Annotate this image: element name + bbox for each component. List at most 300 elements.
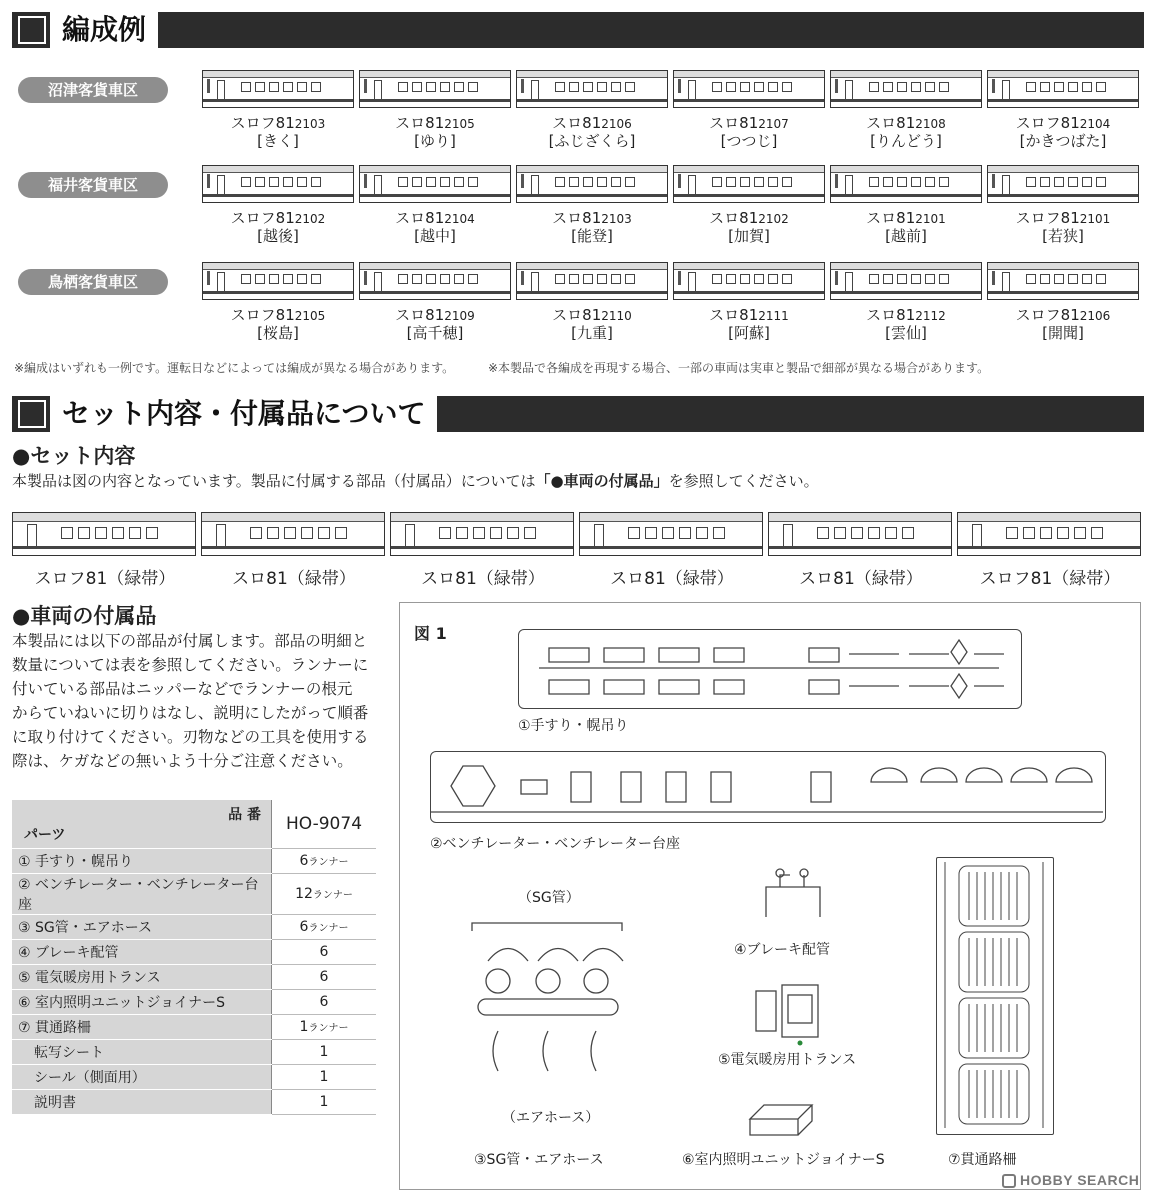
car-nickname: [加賀]: [728, 227, 770, 245]
set-contents-text-bold: 「●車両の付属品」: [535, 472, 669, 490]
parts-qty-unit: ランナー: [308, 857, 349, 868]
set-car-label: スロ81（緑帯）: [421, 569, 545, 589]
car-window: [625, 274, 635, 284]
car-window: [1091, 527, 1103, 539]
car-type: スロ81: [709, 306, 759, 324]
car-door: [217, 175, 225, 195]
car-door: [1002, 272, 1010, 292]
car-nickname: [雲仙]: [885, 324, 927, 342]
car-window: [398, 82, 408, 92]
parts-qty-value: 6: [319, 944, 329, 960]
car-band: [831, 194, 981, 197]
car-window: [468, 82, 478, 92]
car-door: [531, 175, 539, 195]
car-window: [740, 82, 750, 92]
car-window: [569, 177, 579, 187]
car-band: [360, 99, 510, 102]
car-window: [754, 82, 764, 92]
car-nickname: [能登]: [571, 227, 613, 245]
car-band: [202, 546, 384, 549]
parts-row: [12, 990, 376, 1015]
formation-car: [830, 70, 982, 108]
car-window: [597, 274, 607, 284]
car-roof: [517, 263, 667, 270]
car-window: [1026, 177, 1036, 187]
car-nickname: [若狭]: [1042, 227, 1084, 245]
car-number: 2111: [758, 309, 789, 323]
part4-label-text: ④ブレーキ配管: [734, 942, 830, 958]
car-name: [203, 114, 353, 133]
car-window: [782, 82, 792, 92]
watermark-logo: [1002, 1168, 1150, 1192]
car-window: [569, 274, 579, 284]
car-window: [611, 274, 621, 284]
car-window: [311, 177, 321, 187]
parts-name: 転写シート: [12, 1040, 272, 1065]
car-name: [988, 114, 1138, 133]
car-end-lamp: [992, 174, 995, 188]
car-window: [412, 82, 422, 92]
parts-qty: [272, 1065, 377, 1090]
car-window: [311, 274, 321, 284]
car-band: [580, 546, 762, 549]
car-window: [1026, 274, 1036, 284]
car-door: [845, 80, 853, 100]
parts-name: ③ SG管・エアホース: [12, 915, 272, 940]
car-band: [674, 194, 824, 197]
car-door: [688, 175, 696, 195]
car-nickname: [桜島]: [257, 324, 299, 342]
car-roof: [360, 71, 510, 78]
car-roof: [988, 263, 1138, 270]
parts-name: ① 手すり・幌吊り: [12, 849, 272, 874]
car-roof: [831, 166, 981, 173]
car-band: [988, 194, 1138, 197]
car-nickname: [ゆり]: [414, 132, 456, 150]
car-end-lamp: [207, 174, 210, 188]
car-number: 2103: [294, 117, 326, 131]
formation-note-2: ※本製品で各編成を再現する場合、一部の車両は実車と製品で細部が異なる場合があります。: [488, 361, 990, 375]
car-window: [925, 177, 935, 187]
car-roof: [203, 71, 353, 78]
car-number: 2101: [915, 212, 946, 226]
car-number: 2109: [444, 309, 475, 323]
car-band: [674, 291, 824, 294]
formation-title: 編成例: [50, 12, 158, 48]
car-window: [454, 177, 464, 187]
car-window: [754, 177, 764, 187]
set-contents-text-post: を参照してください。: [668, 472, 819, 490]
header-square-icon: [18, 400, 46, 428]
set-car: [12, 512, 196, 556]
part7-label: [948, 1149, 1017, 1169]
car-window: [583, 82, 593, 92]
car-roof: [674, 71, 824, 78]
gangway-fence-runner: [936, 857, 1054, 1135]
header-square-icon: [18, 16, 46, 44]
car-nickname: [高千穂]: [406, 324, 464, 342]
car-window: [1068, 82, 1078, 92]
formation-car: [673, 262, 825, 300]
car-window: [95, 527, 107, 539]
car-band: [203, 194, 353, 197]
car-band: [360, 291, 510, 294]
car-window: [712, 274, 722, 284]
parts-qty-value: 6: [319, 969, 329, 985]
car-door: [374, 80, 382, 100]
car-type: スロ81: [709, 209, 759, 227]
car-window: [555, 274, 565, 284]
set-car: [957, 512, 1141, 556]
handrail-runner: [518, 629, 1022, 709]
part7-label-text: ⑦貫通路柵: [948, 1152, 1017, 1168]
car-window: [468, 177, 478, 187]
car-band: [517, 99, 667, 102]
formation-car: [516, 165, 668, 203]
accessories-line: 数量については表を参照してください。ランナーに: [12, 656, 369, 674]
car-window: [1040, 82, 1050, 92]
car-window: [679, 527, 691, 539]
car-band: [517, 194, 667, 197]
car-window: [1068, 274, 1078, 284]
car-window: [439, 527, 451, 539]
car-nickname: [阿蘇]: [728, 324, 770, 342]
car-nickname: [ふじざくら]: [548, 132, 636, 150]
car-door: [594, 524, 604, 548]
car-window: [241, 274, 251, 284]
parts-qty-value: 6: [299, 919, 309, 935]
parts-qty: [272, 965, 377, 990]
car-door: [374, 175, 382, 195]
car-roof: [988, 71, 1138, 78]
car-window: [78, 527, 90, 539]
set-car-label: スロ81（緑帯）: [232, 569, 356, 589]
car-door: [1002, 80, 1010, 100]
formation-car: [987, 165, 1139, 203]
car-roof: [517, 166, 667, 173]
car-roof: [13, 513, 195, 522]
car-window: [768, 177, 778, 187]
car-type: スロフ81: [230, 306, 295, 324]
car-door: [972, 524, 982, 548]
car-window: [468, 274, 478, 284]
car-end-lamp: [521, 271, 524, 285]
car-window: [1082, 274, 1092, 284]
ventilator-runner: [430, 751, 1106, 823]
car-window: [267, 527, 279, 539]
car-window: [597, 177, 607, 187]
car-window: [583, 177, 593, 187]
car-window: [112, 527, 124, 539]
set-car-label: スロ81（緑帯）: [799, 569, 923, 589]
car-name: [831, 209, 981, 228]
car-number: 2104: [444, 212, 475, 226]
car-type: スロ81: [552, 209, 602, 227]
part3-label-text: ③SG管・エアホース: [474, 1152, 604, 1168]
car-type: スロ81: [866, 114, 916, 132]
car-door: [845, 272, 853, 292]
car-end-lamp: [207, 271, 210, 285]
part3-label: [474, 1149, 604, 1169]
car-type: スロ81: [552, 114, 602, 132]
car-nickname: [かきつばた]: [1019, 132, 1107, 150]
car-window: [911, 274, 921, 284]
car-window: [129, 527, 141, 539]
car-band: [831, 291, 981, 294]
part6-label: [682, 1149, 885, 1169]
parts-qty-value: 1: [299, 1019, 309, 1035]
car-nickname: [りんどう]: [870, 132, 942, 150]
car-band: [203, 99, 353, 102]
parts-name: ⑥ 室内照明ユニットジョイナーS: [12, 990, 272, 1015]
sg-airhose-drawing: [468, 921, 628, 1081]
car-window: [269, 274, 279, 284]
car-number: 2106: [1079, 309, 1111, 323]
car-window: [625, 177, 635, 187]
car-name: [360, 209, 510, 228]
parts-qty-value: 6: [299, 853, 309, 869]
car-window: [911, 82, 921, 92]
car-window: [1040, 274, 1050, 284]
car-nickname: [越前]: [885, 227, 927, 245]
parts-name: 説明書: [12, 1090, 272, 1115]
parts-name: ⑦ 貫通路柵: [12, 1015, 272, 1040]
car-window: [1023, 527, 1035, 539]
car-window: [1054, 274, 1064, 284]
car-band: [988, 291, 1138, 294]
parts-row: [12, 849, 376, 874]
parts-qty-value: 1: [319, 1069, 329, 1085]
car-roof: [203, 166, 353, 173]
formation-car: [673, 70, 825, 108]
gangway-fence-drawing: [937, 858, 1051, 1132]
car-nickname: [つつじ]: [720, 132, 778, 150]
car-window: [740, 274, 750, 284]
parts-name: ④ ブレーキ配管: [12, 940, 272, 965]
car-window: [283, 82, 293, 92]
car-door: [688, 80, 696, 100]
car-type: スロ81: [395, 209, 445, 227]
formation-car: [673, 165, 825, 203]
car-roof: [360, 166, 510, 173]
car-window: [440, 177, 450, 187]
car-window: [834, 527, 846, 539]
car-number: 2102: [758, 212, 789, 226]
car-door: [216, 524, 226, 548]
car-window: [284, 527, 296, 539]
car-window: [782, 177, 792, 187]
car-type: スロフ81: [1015, 306, 1080, 324]
set-car: [201, 512, 385, 556]
figure-title: 図 1: [414, 624, 447, 643]
car-number: 2107: [758, 117, 789, 131]
parts-qty: [272, 990, 377, 1015]
car-nickname: [開聞]: [1042, 324, 1084, 342]
car-type: スロ81: [709, 114, 759, 132]
car-band: [517, 291, 667, 294]
car-nickname: [越後]: [257, 227, 299, 245]
car-door: [531, 80, 539, 100]
car-number: 2103: [601, 212, 632, 226]
car-window: [412, 274, 422, 284]
car-window: [885, 527, 897, 539]
formation-car: [359, 70, 511, 108]
depot-label: 鳥栖客貨車区: [18, 269, 168, 295]
hobby-search-icon: [1002, 1174, 1016, 1188]
car-end-lamp: [521, 174, 524, 188]
brake-pipe-drawing: [760, 865, 830, 925]
car-window: [507, 527, 519, 539]
parts-row: [12, 1090, 376, 1115]
parts-qty: [272, 1040, 377, 1065]
car-name: [360, 114, 510, 133]
car-name: [988, 306, 1138, 325]
accessories-line: 付いている部品はニッパーなどでランナーの根元: [12, 680, 353, 698]
car-name: [360, 306, 510, 325]
car-type: スロフ81: [1015, 114, 1080, 132]
car-window: [583, 274, 593, 284]
parts-qty-value: 12: [295, 886, 313, 902]
car-window: [524, 527, 536, 539]
car-band: [391, 546, 573, 549]
car-window: [628, 527, 640, 539]
car-end-lamp: [678, 174, 681, 188]
car-roof: [360, 263, 510, 270]
sg-label: （SG管）: [518, 890, 580, 906]
part5-label-text: ⑤電気暖房用トランス: [718, 1052, 857, 1068]
car-window: [662, 527, 674, 539]
car-band: [831, 99, 981, 102]
set-car: [768, 512, 952, 556]
car-nickname: [きく]: [257, 132, 299, 150]
car-window: [440, 82, 450, 92]
parts-qty-value: 1: [319, 1094, 329, 1110]
car-window: [869, 82, 879, 92]
formation-car: [516, 70, 668, 108]
car-number: 2106: [601, 117, 632, 131]
car-name: [517, 114, 667, 133]
car-window: [490, 527, 502, 539]
car-number: 2108: [915, 117, 946, 131]
car-window: [726, 177, 736, 187]
car-end-lamp: [207, 79, 210, 93]
car-window: [297, 274, 307, 284]
car-name: [203, 209, 353, 228]
car-window: [817, 527, 829, 539]
car-window: [1040, 527, 1052, 539]
car-window: [1054, 82, 1064, 92]
car-window: [611, 177, 621, 187]
part5-label: [718, 1049, 856, 1069]
car-window: [911, 177, 921, 187]
parts-qty-unit: ランナー: [312, 890, 353, 901]
car-window: [883, 177, 893, 187]
car-roof: [831, 71, 981, 78]
car-window: [625, 82, 635, 92]
car-window: [869, 274, 879, 284]
car-type: スロ81: [395, 114, 445, 132]
car-window: [1074, 527, 1086, 539]
car-window: [868, 527, 880, 539]
part1-label-text: ①手すり・幌吊り: [518, 718, 629, 734]
car-window: [754, 274, 764, 284]
car-window: [925, 82, 935, 92]
set-car-label: スロ81（緑帯）: [610, 569, 734, 589]
car-door: [217, 272, 225, 292]
car-nickname: [越中]: [414, 227, 456, 245]
formation-car: [202, 70, 354, 108]
car-window: [255, 274, 265, 284]
car-window: [851, 527, 863, 539]
parts-row: [12, 1015, 376, 1040]
car-window: [768, 274, 778, 284]
parts-qty-unit: ランナー: [308, 1023, 349, 1034]
car-roof: [831, 263, 981, 270]
car-window: [1006, 527, 1018, 539]
parts-qty: [272, 1090, 377, 1115]
accessories-line: からていねいに切りはなし、説明にしたがって順番: [12, 704, 369, 722]
car-window: [1096, 82, 1106, 92]
car-door: [374, 272, 382, 292]
parts-row: [12, 940, 376, 965]
car-number: 2101: [1079, 212, 1111, 226]
set-contents-text: [12, 469, 819, 493]
car-window: [255, 177, 265, 187]
car-window: [241, 82, 251, 92]
car-end-lamp: [992, 79, 995, 93]
parts-name: シール（側面用）: [12, 1065, 272, 1090]
ventilator-parts-drawing: [431, 752, 1103, 820]
part6-label-text: ⑥室内照明ユニットジョイナーS: [682, 1152, 885, 1168]
parts-qty-unit: ランナー: [308, 923, 349, 934]
car-end-lamp: [835, 174, 838, 188]
car-end-lamp: [678, 79, 681, 93]
parts-name: ⑤ 電気暖房用トランス: [12, 965, 272, 990]
watermark-text: HOBBY SEARCH: [1020, 1172, 1140, 1188]
car-window: [768, 82, 778, 92]
car-roof: [391, 513, 573, 522]
car-number: 2102: [294, 212, 326, 226]
car-band: [988, 99, 1138, 102]
set-contents-text-pre: 本製品は図の内容となっています。製品に付属する部品（付属品）については: [12, 472, 536, 490]
car-band: [360, 194, 510, 197]
car-type: スロ81: [866, 209, 916, 227]
car-name: [517, 209, 667, 228]
car-roof: [674, 166, 824, 173]
car-type: スロ81: [866, 306, 916, 324]
car-type: スロフ81: [230, 114, 295, 132]
car-window: [597, 82, 607, 92]
part2-label: [430, 833, 680, 853]
set-car: [390, 512, 574, 556]
formation-car: [359, 262, 511, 300]
parts-qty: [272, 849, 377, 874]
car-window: [426, 82, 436, 92]
car-window: [1068, 177, 1078, 187]
formation-header-bar: [12, 12, 1144, 48]
car-window: [939, 82, 949, 92]
car-number: 2105: [294, 309, 326, 323]
formation-car: [359, 165, 511, 203]
car-window: [146, 527, 158, 539]
part1-label: [518, 715, 629, 735]
car-window: [1057, 527, 1069, 539]
car-name: [988, 209, 1138, 228]
formation-car: [987, 262, 1139, 300]
car-end-lamp: [678, 271, 681, 285]
car-window: [297, 82, 307, 92]
car-window: [398, 177, 408, 187]
